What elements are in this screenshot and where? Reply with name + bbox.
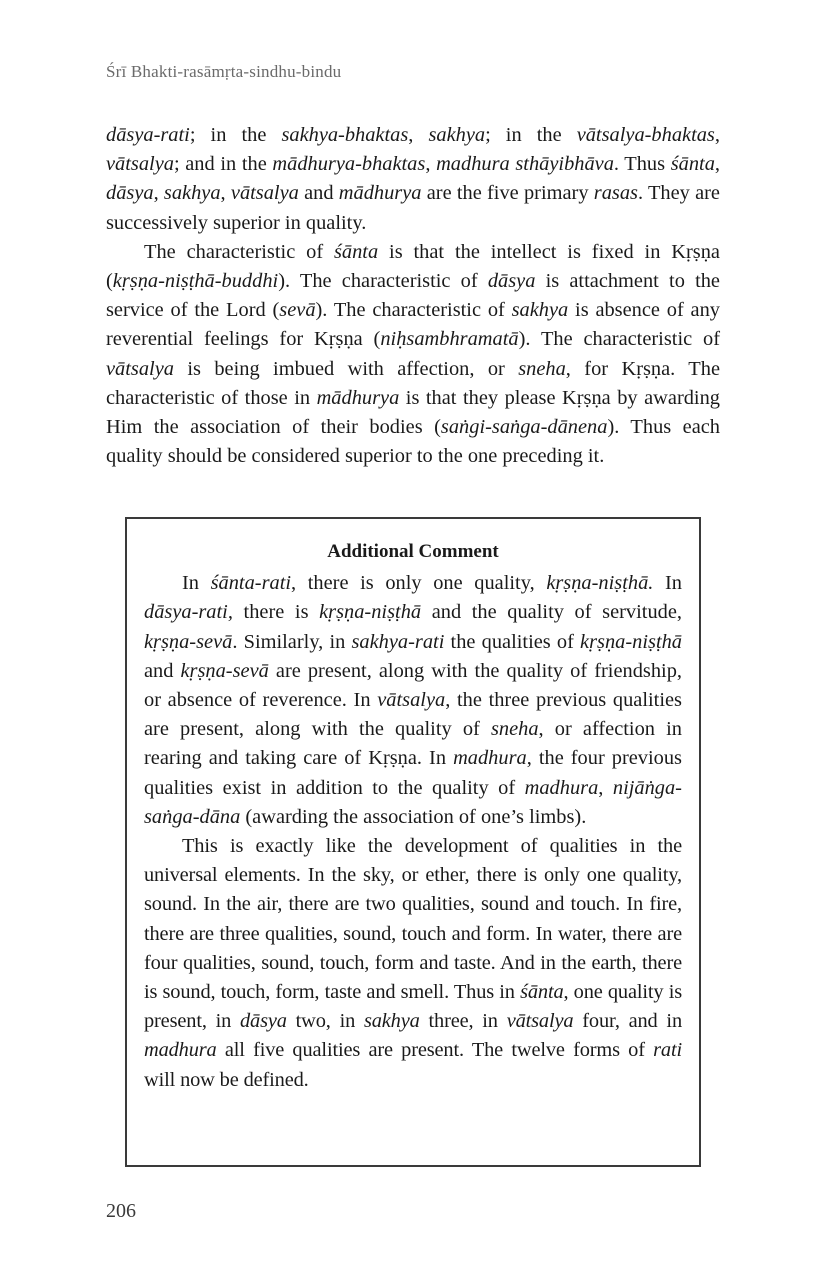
italic-term: sakhya [163,182,221,205]
italic-term: vātsalya [377,689,446,712]
italic-term: dāsya-rati [106,124,190,146]
italic-term: mādhurya-bhaktas [272,153,426,176]
italic-term: vātsalya [506,1010,574,1033]
italic-term: sakhya [511,299,569,322]
italic-term: sakhya [363,1010,420,1033]
italic-term: dāsya [240,1010,287,1033]
main-paragraph-2: The characteristic of śānta is that the intellect is fixed in Kṛṣṇa (kṛṣṇa-niṣṭhā-buddhi). The characteristic of dāsya is attachment to the service of the Lord (sevā). The characteristic of sakhya is absence of any reverential feelings for Kṛṣṇa (niḥsambhramatā). The characteristic of vātsalya is being imbued with affection, or sneha, for Kṛṣṇa. The characteristic of those in mādhurya is that they please Kṛṣṇa by awarding Him the association of their bodies (saṅgi-saṅga-dānena). Thus each quality should be considered superior to the one preceding it. [106,240,721,468]
italic-term: śānta-rati [210,572,292,595]
italic-term: sevā [279,299,316,322]
italic-term: kṛṣṇa-niṣṭhā [580,630,683,653]
page-number: 206 [106,1200,136,1222]
italic-term: sneha [518,357,566,380]
italic-term: vātsalya [106,357,174,380]
italic-term: dāsya [106,182,154,205]
italic-term: vātsalya [106,153,174,176]
italic-term: mādhurya [338,182,422,205]
italic-term: rasas [593,182,638,205]
italic-term: sakhya-rati [351,630,445,653]
italic-term: kṛṣṇa-sevā [180,659,269,682]
main-text [106,121,720,471]
italic-term: saṅgi-saṅga-dānena [440,416,608,439]
italic-term: sneha [490,718,539,741]
comment-paragraph-2: This is exactly like the development of qualities in the universal elements. In the sky, or ether, there is only one quality, sound. In the air, there are two qualities, sound and touch. In fire, there are three qualities, sound, touch and form. In water, there are four qualities, sound, touch, form and taste. And in the earth, there is sound, touch, form, taste and smell. Thus in śānta, one quality is present, in dāsya two, in sakhya three, in vātsalya four, and in madhura all five qualities are present. The twelve forms of rati will now be defined. [144,835,682,1091]
italic-term: rati [653,1039,682,1062]
italic-term: madhura [453,747,527,770]
italic-term: mādhurya [316,386,400,409]
italic-term: śānta [520,981,564,1004]
italic-term: kṛṣṇa-niṣṭhā-buddhi [112,270,279,293]
italic-term: nijāṅga-saṅga-dāna [144,776,682,828]
italic-term: kṛṣṇa-niṣṭhā [319,601,422,624]
italic-term: sakhya [428,124,486,146]
italic-term: niḥsambhramatā [380,328,519,351]
comment-paragraph-1: In śānta-rati, there is only one quality, kṛṣṇa-niṣṭhā. In dāsya-rati, there is kṛṣṇa-niṣṭhā and the quality of servitude, kṛṣṇa-sevā. Similarly, in sakhya-rati the qualities of kṛṣṇa-niṣṭhā and kṛṣṇa-sevā are present, along with the quality of friendship, or absence of reverence. In vātsalya, the three previous qualities are present, along with the quality of sneha, or affection in rearing and taking care of Kṛṣṇa. In madhura, the four previous qualities exist in addition to the quality of madhura, nijāṅga-saṅga-dāna (awarding the association of one’s limbs). [144,572,683,828]
italic-term: madhura [144,1039,217,1062]
comment-title: Additional Comment [327,541,499,562]
additional-comment-box [125,517,701,1167]
running-head: Śrī Bhakti-rasāmṛta-sindhu-bindu [106,62,342,81]
italic-term: kṛṣṇa-niṣṭhā. [546,572,654,595]
main-paragraph-1: dāsya-rati; in the sakhya-bhaktas, sakhya; in the vātsalya-bhaktas, vātsalya; and in the mādhurya-bhaktas, madhura sthāyibhāva. Thus śānta, dāsya, sakhya, vātsalya and mādhurya are the five primary rasas. They are successively superior in quality. [106,124,720,234]
italic-term: śānta [333,240,379,263]
italic-term: madhura sthāyibhāva [436,153,614,176]
italic-term: dāsya-rati, [144,601,233,624]
italic-term: śānta [670,153,715,176]
italic-term: kṛṣṇa-sevā [144,630,233,653]
italic-term: dāsya [487,270,536,293]
italic-term: sakhya-bhaktas [281,124,409,146]
italic-term: vātsalya-bhaktas [576,124,715,146]
italic-term: madhura [524,776,599,799]
italic-term: vātsalya [230,182,299,205]
